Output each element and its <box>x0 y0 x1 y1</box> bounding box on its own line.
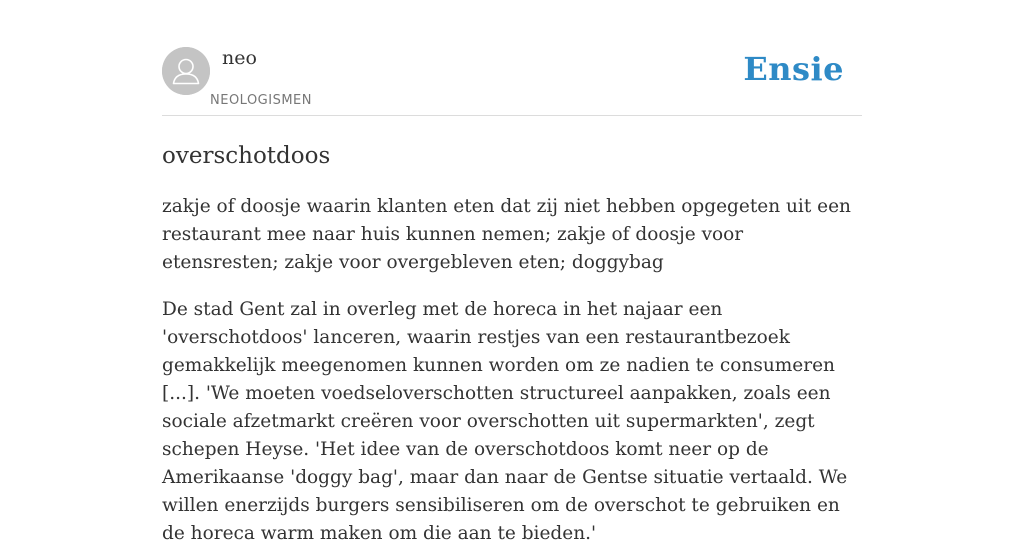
entry-example: De stad Gent zal in overleg met de horeca in het najaar een 'overschotdoos' lanceren, waarin restjes van een restaurantbezoek gemakkelijk meegenomen kunnen worden om ze nadien te consumeren [...]. 'We moeten voedseloverschotten structureel aanpakken, zoals een sociale afzetmarkt creëren voor overschotten uit supermarkten', zegt schepen Heyse. 'Het idee van de overschotdoos komt neer op de Amerikaanse 'doggy bag', maar dan naar de Gentse situatie vertaald. We willen enerzijds burgers sensibiliseren om de overschot te gebruiken en de horeca warm maken om die aan te bieden.' <box>162 299 848 544</box>
brand-logo[interactable]: Ensie <box>743 50 844 88</box>
entry-term: overschotdoos <box>162 143 331 169</box>
page-content <box>162 0 862 544</box>
username-link[interactable]: neo <box>222 47 257 69</box>
user-avatar-icon[interactable] <box>162 47 210 95</box>
entry-header <box>162 0 862 116</box>
entry-definition: zakje of doosje waarin klanten eten dat zij niet hebben opgegeten uit een restaurant mee naar huis kunnen nemen; zakje of doosje voor etensresten; zakje voor overgebleven eten; doggybag <box>162 196 851 273</box>
avatar-silhouette-icon <box>162 47 210 95</box>
dictionary-name-link[interactable]: NEOLOGISMEN <box>210 93 312 108</box>
